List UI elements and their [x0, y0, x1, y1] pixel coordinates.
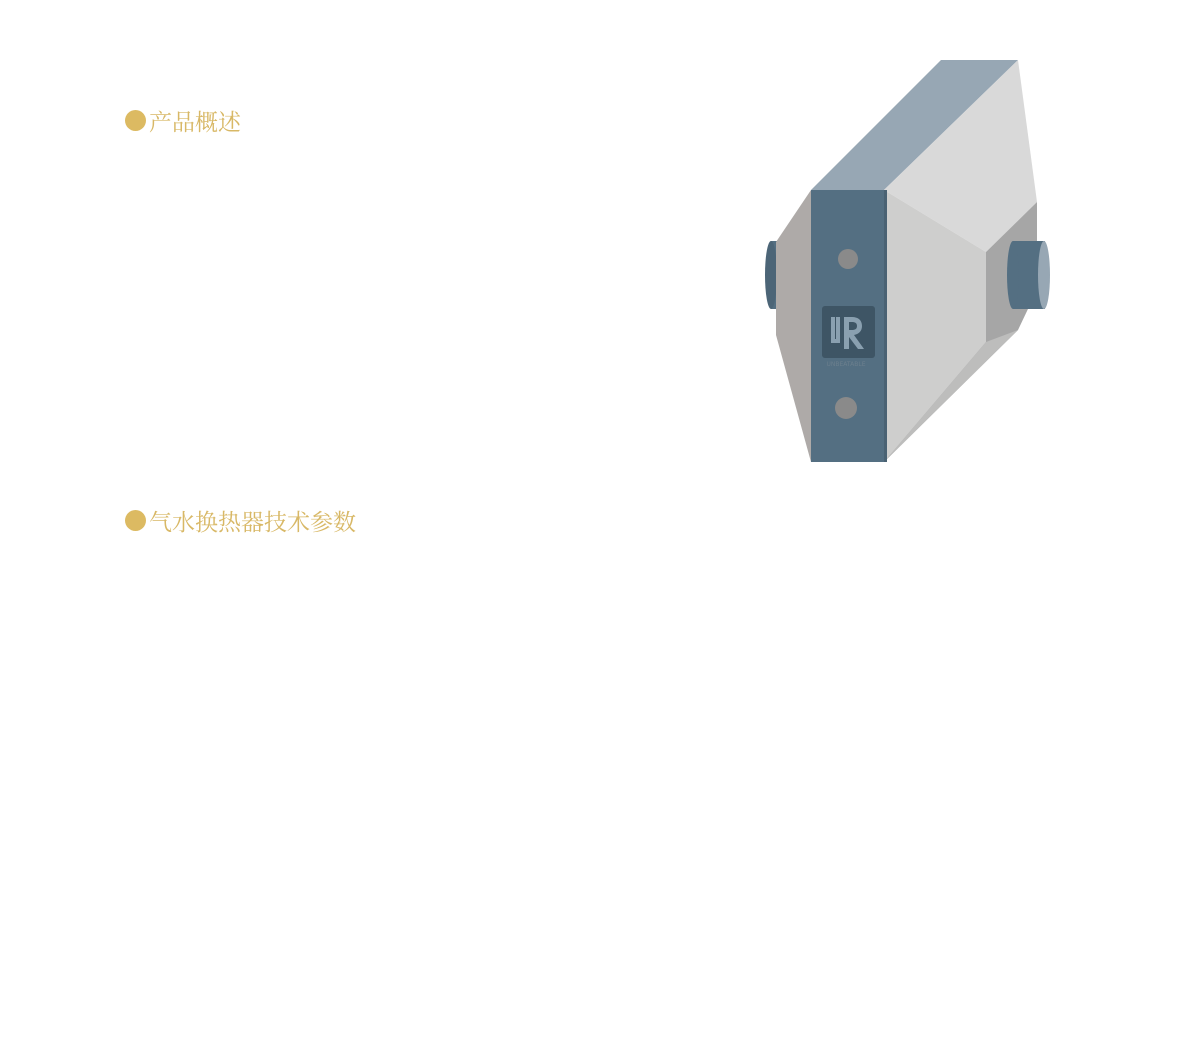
- heat-exchanger-illustration: [760, 55, 1060, 470]
- section-heading-params: [125, 505, 356, 535]
- left-hood: [776, 190, 811, 462]
- section-heading-overview: [125, 105, 241, 135]
- logo-text: UNBEATABLE: [826, 361, 866, 368]
- section-title-overview: 产品概述: [149, 109, 241, 136]
- bolt-icon: [838, 249, 858, 269]
- right-pipe-connector: [1007, 241, 1050, 309]
- bullet-icon: [125, 110, 146, 131]
- bolt-icon: [835, 397, 857, 419]
- section-title-params: 气水换热器技术参数: [149, 509, 356, 536]
- bullet-icon: [125, 510, 146, 531]
